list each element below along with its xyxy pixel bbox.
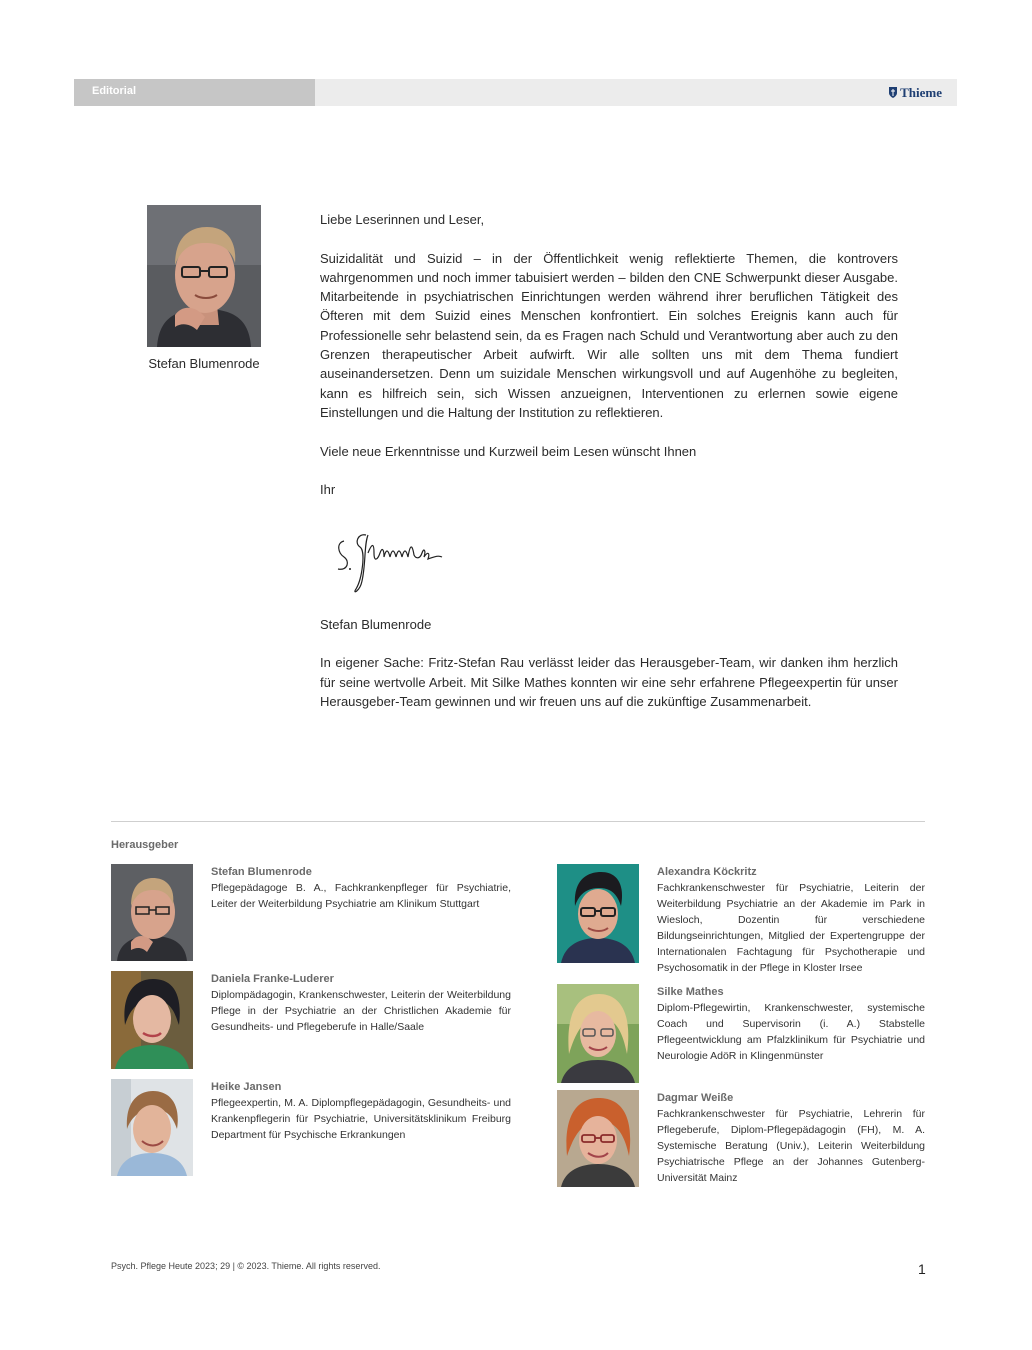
letter-signed-name: Stefan Blumenrode <box>320 616 432 632</box>
publisher-role: Fachkrankenschwester für Psychiatrie, Lehrerin für Pflegeberufe, Diplom-Pflegepädagogin (FH), M. A. Systemische Beratung (Univ.), Leiterin Weiterbildung Psychiatrische Pflege an der Johannes Gutenberg-Universität Mainz <box>657 1108 925 1184</box>
publisher-photo <box>557 864 639 963</box>
publisher-name: Heike Jansen <box>211 1081 282 1093</box>
editorial-letter <box>320 210 898 731</box>
page-number: 1 <box>918 1261 926 1277</box>
letter-note: In eigener Sache: Fritz-Stefan Rau verlässt leider das Herausgeber-Team, wir danken ihm herzlich für seine wertvolle Arbeit. Mit Silke Mathes konnten wir eine sehr erfahrene Pflegeexpertin für unser Herausgeber-Team gewinnen und wir freuen uns auf die zukünftige Zusammenarbeit. <box>320 655 898 709</box>
editor-photo <box>147 205 261 347</box>
editor-photo-caption: Stefan Blumenrode <box>148 356 260 371</box>
publisher-card <box>557 984 925 1083</box>
publisher-photo <box>111 971 193 1069</box>
publisher-role: Diplompädagogin, Krankenschwester, Leiterin der Weiterbildung Pflege in der Psychiatrie an der Christlichen Akademie für Gesundheits- und Pflegeberufe in Halle/Saale <box>211 989 511 1033</box>
publisher-name: Dagmar Weiße <box>657 1092 734 1104</box>
publisher-card <box>111 1079 511 1176</box>
footer-citation: Psych. Pflege Heute 2023; 29 | © 2023. Thieme. All rights reserved. <box>111 1261 381 1271</box>
publisher-name: Alexandra Köckritz <box>657 866 757 878</box>
publisher-role: Pflegeexpertin, M. A. Diplompflegepädagogin, Gesundheits- und Krankenpflegerin für Psychiatrie, Universitätsklinikum Freiburg Department für Psychische Erkrankungen <box>211 1097 511 1141</box>
publisher-name: Daniela Franke-Luderer <box>211 973 334 985</box>
publisher-info <box>657 864 925 976</box>
letter-greeting: Liebe Leserinnen und Leser, <box>320 212 485 227</box>
publisher-info <box>657 1090 925 1187</box>
header-bar <box>74 79 957 106</box>
publisher-name: Stefan Blumenrode <box>211 866 312 878</box>
letter-wishes: Viele neue Erkenntnisse und Kurzweil beim Lesen wünscht Ihnen <box>320 443 697 459</box>
publishers-heading: Herausgeber <box>111 839 179 851</box>
publisher-name: Silke Mathes <box>657 986 724 998</box>
publisher-card <box>111 864 511 961</box>
section-label: Editorial <box>74 79 315 106</box>
publisher-info <box>211 971 511 1069</box>
publisher-role: Diplom-Pflegewirtin, Krankenschwester, systemische Coach und Supervisorin (i. A.) Stabstelle Pflegeentwicklung am Pfalzklinikum für Psychiatrie und Neurologie AdöR in Klingenmünster <box>657 1002 925 1062</box>
publisher-photo <box>111 864 193 961</box>
publisher-photo <box>557 984 639 1083</box>
publisher-info <box>657 984 925 1083</box>
publisher-logo <box>888 84 942 101</box>
publisher-card <box>111 971 511 1069</box>
letter-body: Suizidalität und Suizid – in der Öffentlichkeit wenig reflektierte Themen, die kontrovers wahrgenommen und noch immer tabuisiert werden – bilden den CNE Schwerpunkt dieser Ausgabe. Mitarbeitende in psychiatrischen Einrichtungen werden während ihrer beruflichen Tätigkeit des Öfteren mit dem Suizid eines Menschen konfrontiert. Ein solches Ereignis kann auch für Professionelle sehr belastend sein, da es Fragen nach Schuld und Verantwortung aber auch zu den Grenzen therapeutischer Arbeit aufwirft. Wir alle sollten uns mit dem Thema fundiert auseinandersetzen. Denn um suizidale Menschen wirkungsvoll und auf Augenhöhe zu begleiten, kann es hilfreich sein, sich Wissen anzueignen, Interventionen zu erlernen sowie eigene Einstellungen und die Haltung der Institution zu reflektieren. <box>320 250 898 420</box>
publisher-role: Fachkrankenschwester für Psychiatrie, Leiterin der Weiterbildung Psychiatrie an der Akademie im Park in Wiesloch, Dozentin für verschiedene Bildungseinrichtungen, Mitglied der Expertengruppe der Internationalen Fachtagung für Psychotherapie und Psychosomatik in der Pflege in Kloster Irsee <box>657 882 925 974</box>
publisher-role: Pflegepädagoge B. A., Fachkrankenpfleger für Psychiatrie, Leiter der Weiterbildung Psychiatrie am Klinikum Stuttgart <box>211 882 511 910</box>
letter-closing: Ihr <box>320 482 336 498</box>
thieme-crest-icon <box>888 86 898 99</box>
publisher-info <box>211 864 511 961</box>
section-divider <box>111 821 925 822</box>
brand-name: Thieme <box>900 84 942 100</box>
publisher-card <box>557 864 925 976</box>
publisher-photo <box>557 1090 639 1187</box>
publisher-photo <box>111 1079 193 1176</box>
publisher-info <box>211 1079 511 1176</box>
handwritten-signature <box>330 519 450 599</box>
publisher-card <box>557 1090 925 1187</box>
